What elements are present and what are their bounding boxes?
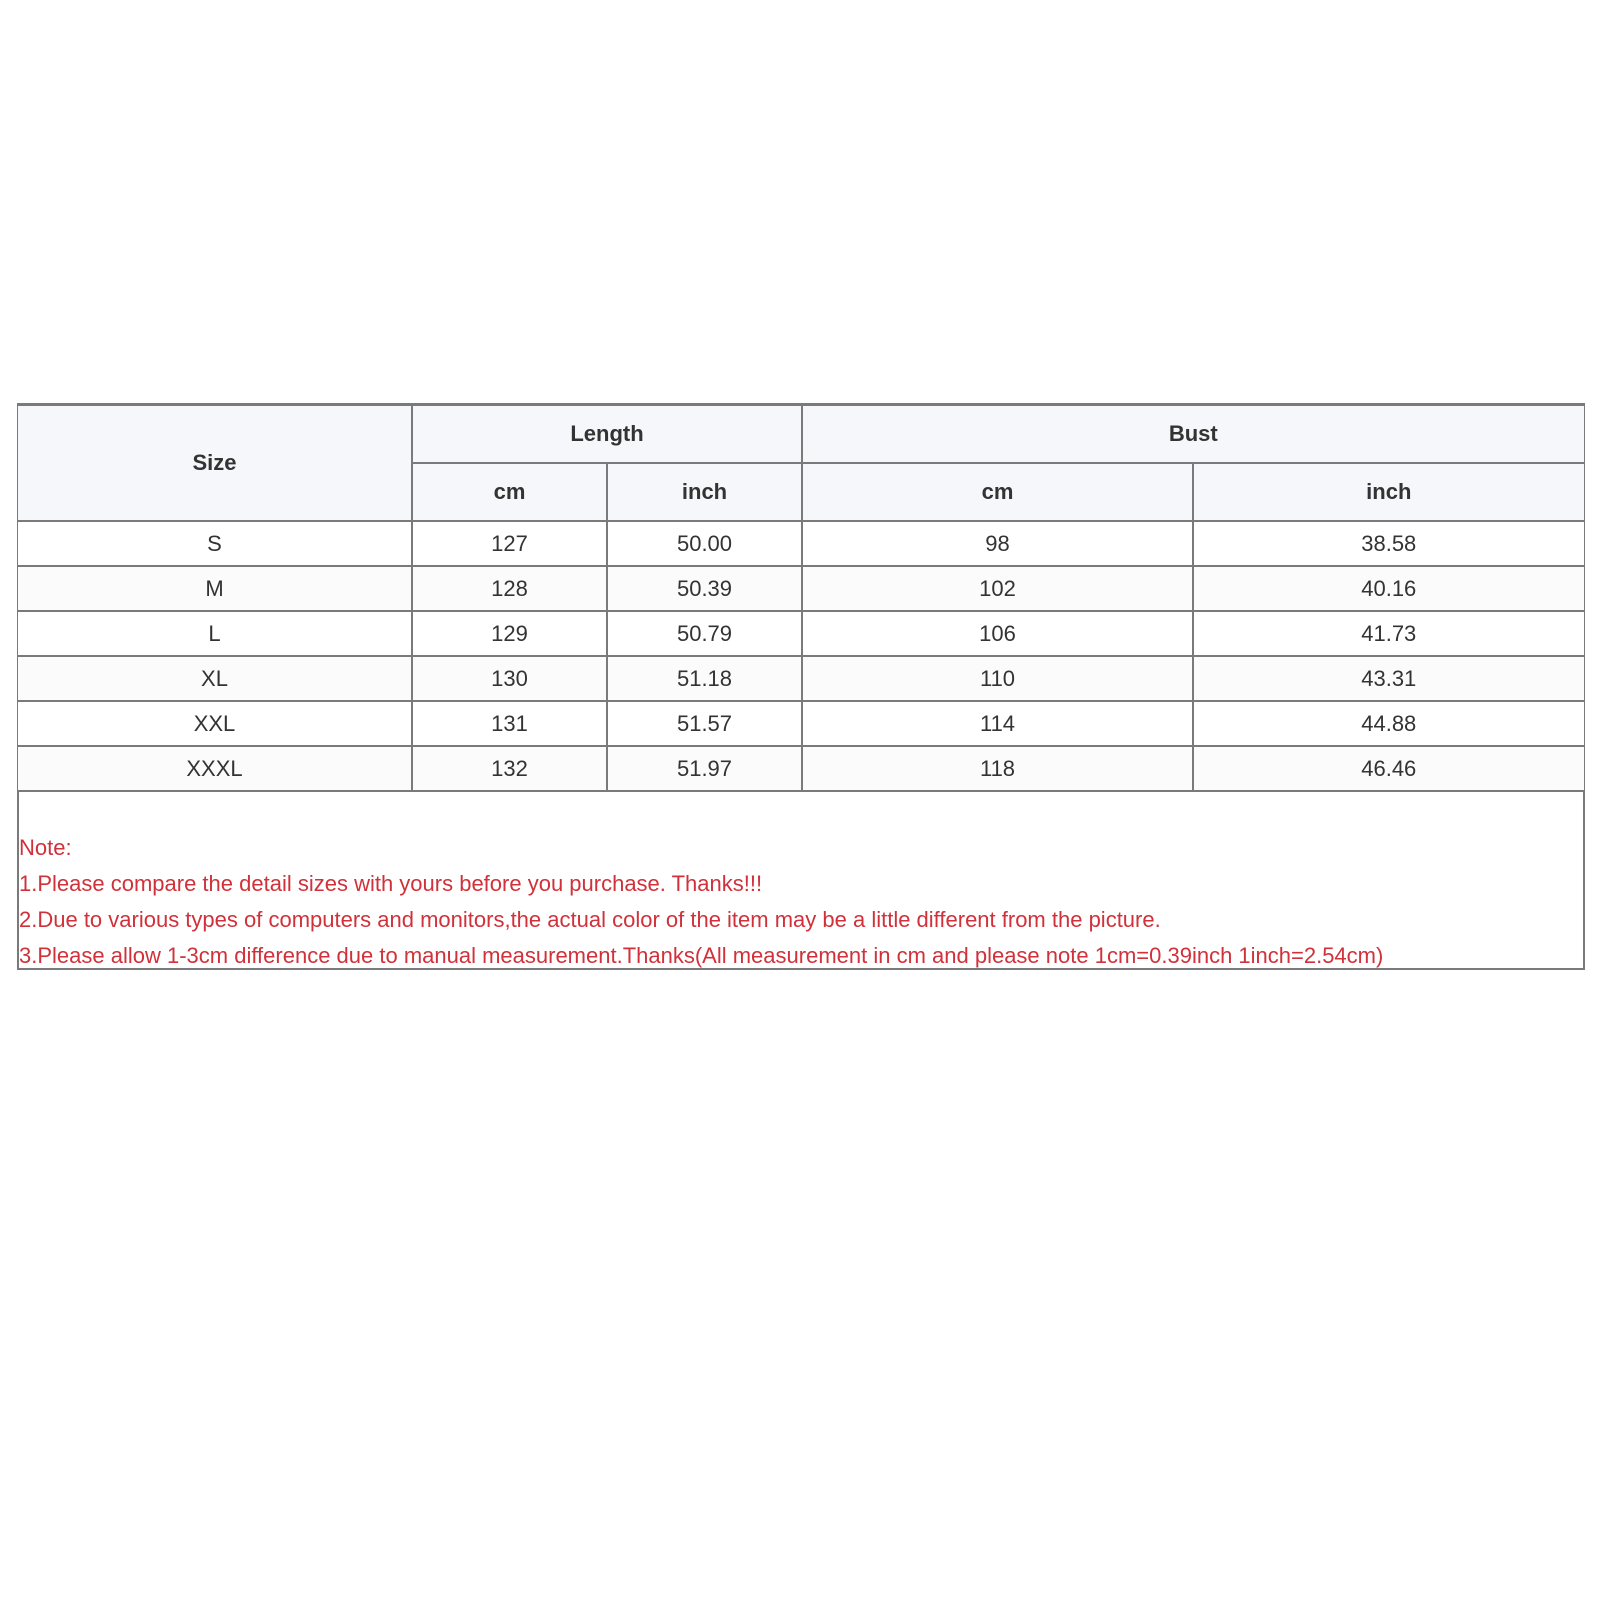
length-cm-cell: 128 — [412, 566, 607, 611]
length-inch-cell: 51.18 — [607, 656, 802, 701]
bust-cm-cell: 118 — [802, 746, 1193, 791]
header-group-row — [18, 405, 1584, 463]
bust-inch-cell: 41.73 — [1193, 611, 1584, 656]
bust-cm-cell: 102 — [802, 566, 1193, 611]
length-cm-cell: 130 — [412, 656, 607, 701]
bust-inch-cell: 38.58 — [1193, 521, 1584, 566]
length-inch-header: inch — [607, 463, 802, 521]
bust-cm-header: cm — [802, 463, 1193, 521]
size-table — [18, 404, 1585, 792]
length-inch-cell: 50.79 — [607, 611, 802, 656]
length-cm-cell: 127 — [412, 521, 607, 566]
bust-inch-cell: 43.31 — [1193, 656, 1584, 701]
bust-cm-cell: 98 — [802, 521, 1193, 566]
table-row — [18, 521, 1584, 566]
size-chart — [17, 403, 1585, 970]
table-row — [18, 566, 1584, 611]
table-row — [18, 746, 1584, 791]
table-row — [18, 656, 1584, 701]
length-inch-cell: 50.00 — [607, 521, 802, 566]
bust-cm-cell: 110 — [802, 656, 1193, 701]
bust-cm-cell: 106 — [802, 611, 1193, 656]
size-cell: XL — [18, 656, 412, 701]
length-cm-cell: 129 — [412, 611, 607, 656]
table-row — [18, 611, 1584, 656]
length-inch-cell: 51.57 — [607, 701, 802, 746]
bust-group-header: Bust — [802, 405, 1584, 463]
notes-section — [19, 792, 1583, 974]
length-cm-header: cm — [412, 463, 607, 521]
length-group-header: Length — [412, 405, 802, 463]
bust-inch-cell: 44.88 — [1193, 701, 1584, 746]
notes-title: Note: — [19, 835, 72, 860]
note-item: 1.Please compare the detail sizes with yours before you purchase. Thanks!!! — [19, 871, 763, 896]
size-cell: S — [18, 521, 412, 566]
bust-cm-cell: 114 — [802, 701, 1193, 746]
table-row — [18, 701, 1584, 746]
size-cell: M — [18, 566, 412, 611]
note-item: 3.Please allow 1-3cm difference due to manual measurement.Thanks(All measurement in cm and please note 1cm=0.39inch 1inch=2.54cm) — [19, 943, 1384, 968]
length-cm-cell: 131 — [412, 701, 607, 746]
size-cell: XXL — [18, 701, 412, 746]
length-inch-cell: 50.39 — [607, 566, 802, 611]
bust-inch-header: inch — [1193, 463, 1584, 521]
size-column-header: Size — [18, 405, 412, 521]
length-inch-cell: 51.97 — [607, 746, 802, 791]
bust-inch-cell: 46.46 — [1193, 746, 1584, 791]
bust-inch-cell: 40.16 — [1193, 566, 1584, 611]
note-item: 2.Due to various types of computers and monitors,the actual color of the item may be a little different from the picture. — [19, 907, 1161, 932]
length-cm-cell: 132 — [412, 746, 607, 791]
size-cell: L — [18, 611, 412, 656]
size-cell: XXXL — [18, 746, 412, 791]
